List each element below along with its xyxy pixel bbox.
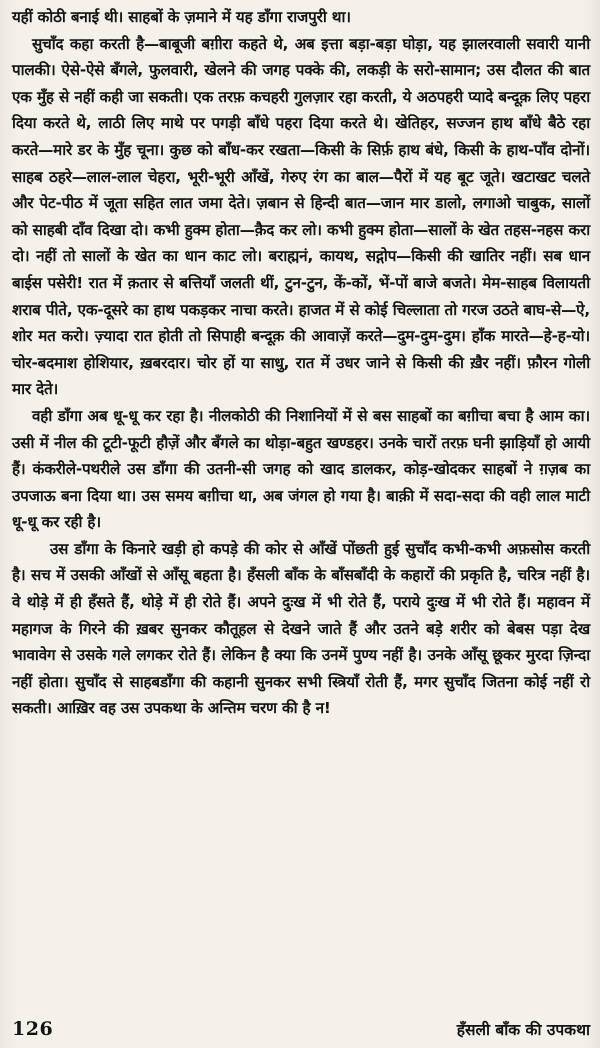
paragraph-2: सुचाँद कहा करती है—बाबूजी बग़ीरा कहते थे, अब इत्ता बड़ा-बड़ा घोड़ा, यह झालरवाली सवारी यानी पालकी। ऐसे-ऐसे बँगले, फुलवारी, खेलने की जगह पक्के की, लकड़ी के सरो-सामान; उस दौलत की बात एक मुँह से नहीं कही जा सकती। एक तरफ़ कचहरी गुलज़ार रहा करती, ये अठपहरी प्यादे बन्दूक़ लिए पहरा दिया करते थे, लाठी लिए माथे पर पगड़ी बाँधे पहरा दिया करते थे। खेतिहर, सज्जन हाथ बाँधे बैठे रहा करते—मारे डर के मुँह चूना। कुछ को बाँध-कर रखता—किसी के सिर्फ़ हाथ बंधे, किसी के हाथ-पाँव दोनों। साहब ठहरे—लाल-लाल चेहरा, भूरी-भूरी आँखें, गेरुए रंग का बाल—पैरों में यह बूट जूते। खटाखट चलते और पेट-पीठ में जूता सहित लात जमा देते। ज़बान से हिन्दी बात—जान मार डालो, लगाओ चाबुक, सालों को साहबी दाँव दिखा दो। कभी हुक्म होता—क़ैद कर लो। कभी हुक्म होता—सालों के खेत तहस-नहस करा दो। नहीं तो सालों के खेत का धान काट लो। बराह्मनं, कायथ, सद्गोप—किसी की खातिर नहीं। सब धान बाईस पसेरी! रात में क़तार से बत्तियाँ जलती थीं, टुन-टुन, कें-कों, भें-पों बाजे बजते। मेम-साहब विलायती शराब पीते, एक-दूसरे का हाथ पकड़कर नाचा करते। हाजत में से कोई चिल्लाता तो गरज उठते बाघ-से—ऐ, शोर मत करो। ज़्यादा रात होती तो सिपाही बन्दूक़ की आवाज़ें करते—दुम-दुम-दुम। हाँक मारते—हे-ह-यो। चोर-बदमाश होशियार, ख़बरदार। चोर हों या साधु, रात में उधर जाने से किसी की ख़ैर नहीं। फ़ौरन गोली मार देते। bbox=[12, 34, 590, 399]
page-footer bbox=[12, 1018, 590, 1042]
running-title: हँसली बाँक की उपकथा bbox=[456, 1021, 590, 1039]
body-text bbox=[12, 4, 590, 722]
page-number: 126 bbox=[12, 1018, 54, 1040]
paragraph-3: वही डाँगा अब धू-धू कर रहा है। नीलकोठी की निशानियों में से बस साहबों का बग़ीचा बचा है आम का। उसी में नील की टूटी-फूटी हौज़ें और बँगले का थोड़ा-बहुत खण्डहर। उनके चारों तरफ़ घनी झाड़ियाँ हो आयी हैं। कंकरीले-पथरीले उस डाँगा की उतनी-सी जगह को खाद डालकर, कोड़-खोदकर साहबों ने ग़ज़ब का उपजाऊ बना दिया था। उस समय बग़ीचा था, अब जंगल हो गया है। बाक़ी में सदा-सदा की वही लाल माटी धू-धू कर रही है। bbox=[12, 406, 590, 532]
paragraph-4: उस डाँगा के किनारे खड़ी हो कपड़े की कोर से आँखें पोंछती हुई सुचाँद कभी-कभी अफ़सोस करती है। सच में उसकी आँखों से आँसू बहता है। हँसली बाँक के बाँसबाँदी के कहारों की प्रकृति है, चरित्र नहीं है। वे थोड़े में ही हँसते हैं, थोड़े में ही रोते हैं। अपने दुःख में भी रोते हैं, पराये दुःख में भी रोते हैं। महावन में महागज के गिरने की ख़बर सुनकर कौतूहल से देखने जाते हैं और उतने बड़े शरीर को बेबस पड़ा देख भावावेग से उसके गले लगकर रोते हैं। लेकिन है क्या कि उनमें पुण्य नहीं है। उनके आँसू छूकर मुरदा ज़िन्दा नहीं होता। सुचाँद से साहबडाँगा की कहानी सुनकर सभी स्त्रियाँ रोती हैं, मगर सुचाँद जितना कोई नहीं रो सकती। आख़िर वह उस उपकथा के अन्तिम चरण की है न! bbox=[12, 539, 590, 718]
paragraph-1: यहीं कोठी बनाई थी। साहबों के ज़माने में यह डाँगा राजपुरी था। bbox=[12, 8, 351, 26]
